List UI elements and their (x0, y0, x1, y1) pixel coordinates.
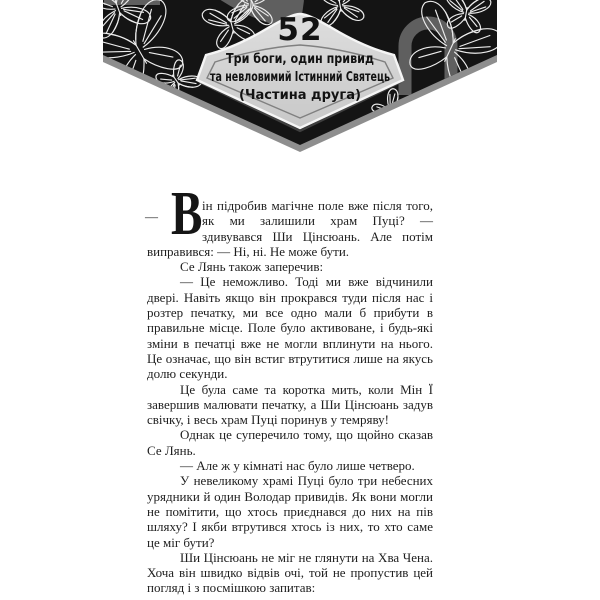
butterfly-icon (565, 0, 600, 48)
paragraph: — Але ж у кімнаті нас було лише четверо. (180, 458, 415, 474)
chapter-title-line-3: (Частина друга) (239, 88, 361, 103)
chapter-title-line-2: та невловимий Істинний Святець (210, 70, 390, 85)
paragraph: — Це неможливо. Тоді ми вже відчинили двері. Навіть якщо він прокрався туди після нас і розтер печатку, ми все одно мали б прибути в правильне місце. Поле було активоване, і будь-які зміни в печатці вже не могли вплинути на нього. Це означає, що він встиг втрутитися лише на якусь долю секунди. (147, 274, 433, 382)
body-text (145, 180, 433, 596)
paragraph: Однак це суперечило тому, що щойно сказав Се Лянь. (147, 427, 433, 458)
dropcap-block (145, 180, 203, 248)
paragraph: У невеликому храмі Пуці було три небесних урядники й один Володар привидів. Як вони могли не помітити, що хтось приєднався до них на пів шляху? І якби втрутився хтось із них, то хто саме це міг бути? (147, 473, 433, 550)
drop-cap: В (171, 180, 203, 248)
dialogue-dash: — (145, 209, 158, 224)
chapter-title-line-1: Три боги, один привид (226, 52, 374, 67)
paragraph: Ши Цінсюань не міг не глянути на Хва Чена. Хоча він швидко відвів очі, той не пропустив цей погляд і з посмішкою запитав: (147, 549, 433, 596)
paragraph: Це була саме та коротка мить, коли Мін Ї завершив малювати печатку, а Ши Цінсюань задув свічку, і весь храм Пуці поринув у темряву! (147, 381, 433, 428)
paragraph (145, 180, 433, 259)
chapter-header (0, 0, 600, 162)
paragraph: Се Лянь також заперечив: (180, 259, 324, 275)
paragraph-text: ін підробив магічне поле вже після того, як ми залишили храм Пуці? — здивувався Ши Цінсюань. Але потім виправився: — Ні, ні. Не може бути. (147, 198, 433, 259)
chapter-number: 52 (277, 12, 323, 48)
butterfly-icon (497, 3, 573, 71)
